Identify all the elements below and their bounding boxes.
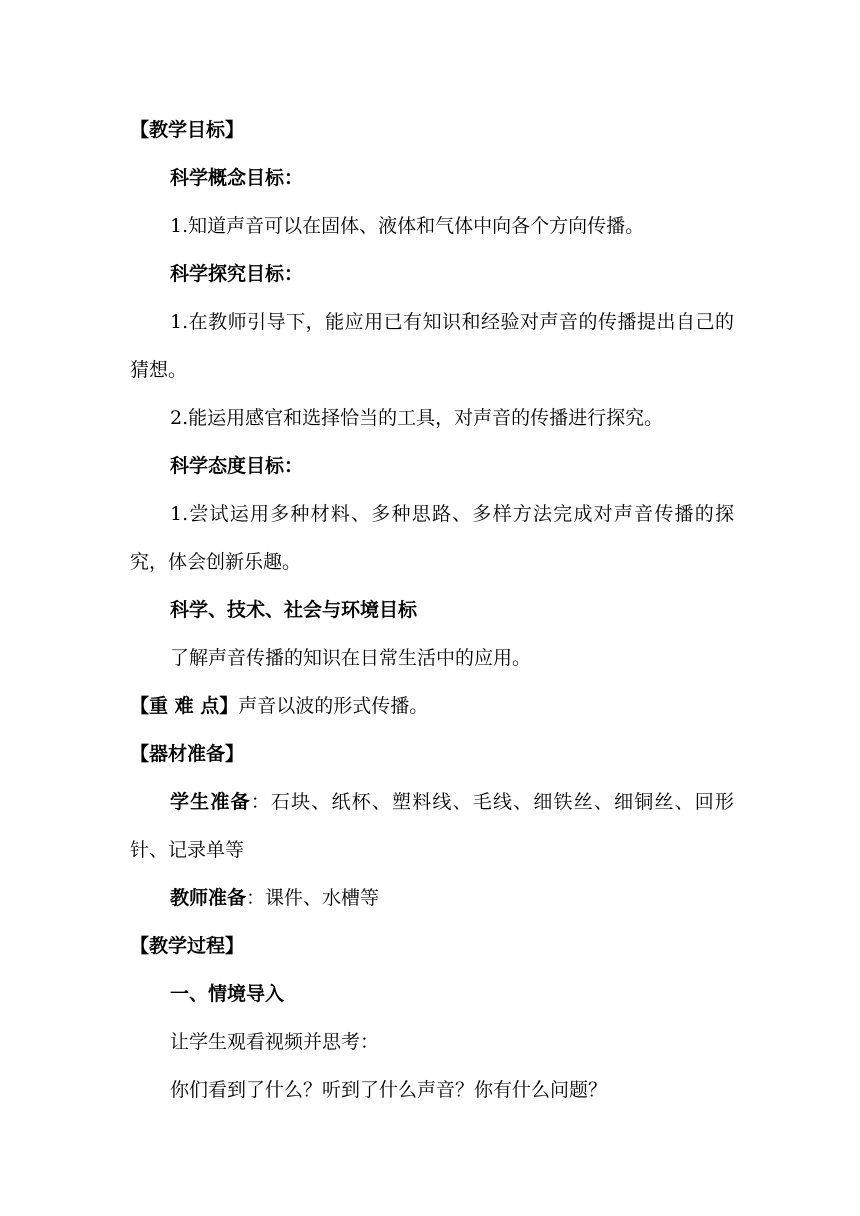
- student-prep: [130, 778, 734, 874]
- materials-heading: 【器材准备】: [130, 743, 245, 765]
- stse-goal-heading: 科学、技术、社会与环境目标: [170, 599, 418, 621]
- inquiry-goal-2: 2.能运用感官和选择恰当的工具，对声音的传播进行探究。: [170, 407, 664, 429]
- inquiry-goal-heading: 科学探究目标：: [170, 263, 304, 285]
- attitude-goal-1: 1.尝试运用多种材料、多种思路、多样方法完成对声音传播的探究，体会创新乐趣。: [130, 503, 734, 573]
- student-prep-text: ：石块、纸杯、塑料线、毛线、细铁丝、细铜丝、回形针、记录单等: [130, 791, 734, 861]
- concept-goal-1: 1.知道声音可以在固体、液体和气体中向各个方向传播。: [170, 215, 645, 237]
- teacher-prep: [130, 874, 734, 922]
- attitude-goal-heading: 科学态度目标：: [170, 455, 304, 477]
- step1-heading: 一、情境导入: [170, 983, 285, 1005]
- goals-heading: 【教学目标】: [130, 119, 245, 141]
- inquiry-goal-1: 1.在教师引导下，能应用已有知识和经验对声音的传播提出自己的猜想。: [130, 311, 734, 381]
- step1-text-2: 你们看到了什么？听到了什么声音？你有什么问题？: [170, 1079, 608, 1101]
- document-page: [130, 106, 734, 1114]
- teacher-prep-label: 教师准备: [170, 887, 247, 909]
- student-prep-label: 学生准备: [170, 791, 251, 813]
- step1-text-1: 让学生观看视频并思考：: [170, 1031, 380, 1053]
- key-points-line: [130, 682, 734, 730]
- key-points-label: 【重 难 点】: [130, 695, 239, 717]
- process-heading: 【教学过程】: [130, 935, 245, 957]
- concept-goal-heading: 科学概念目标：: [170, 167, 304, 189]
- stse-goal-1: 了解声音传播的知识在日常生活中的应用。: [170, 647, 532, 669]
- key-points-text: 声音以波的形式传播。: [238, 695, 429, 717]
- teacher-prep-text: ：课件、水槽等: [246, 887, 380, 909]
